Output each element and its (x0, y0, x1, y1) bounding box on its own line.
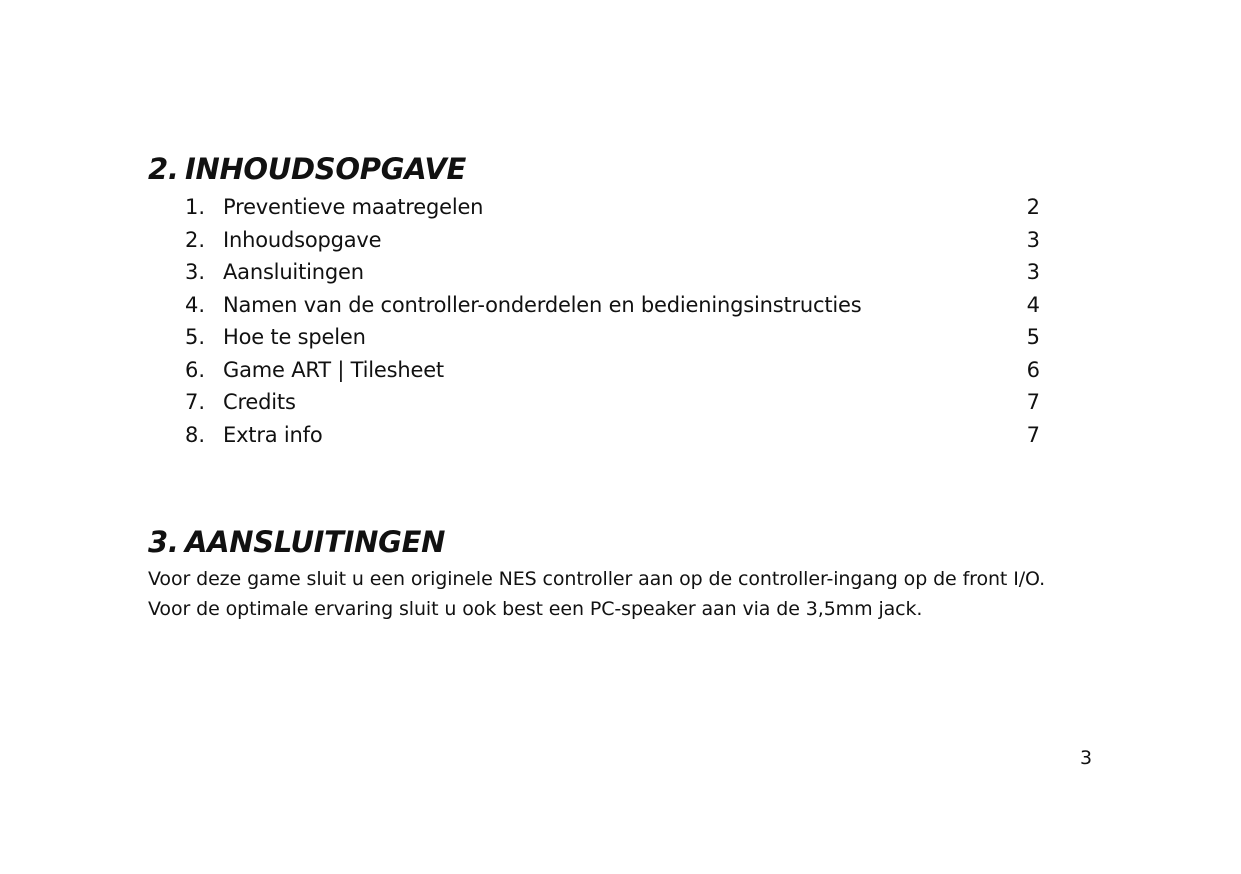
connections-heading (148, 524, 445, 560)
connections-line: Voor deze game sluit u een originele NES controller aan op de controller-ingang op de front I/O. (148, 568, 1046, 590)
toc-heading-title: INHOUDSOPGAVE (185, 152, 467, 186)
connections-heading-title: AANSLUITINGEN (185, 525, 446, 559)
toc-item-title: Aansluitingen (223, 260, 364, 284)
toc-item-number: 5. (185, 325, 206, 349)
toc-item-title: Game ART | Tilesheet (223, 357, 444, 382)
toc-item-page: 6 (1026, 357, 1040, 382)
toc-item-title: Namen van de controller-onderdelen en bedieningsinstructies (223, 292, 862, 317)
toc-item-title: Inhoudsopgave (223, 227, 382, 252)
toc-item-hoe-te-spelen (185, 321, 1050, 354)
toc-item-number: 3. (185, 260, 206, 284)
toc-item-page: 7 (1026, 422, 1040, 447)
toc-item-page: 3 (1026, 227, 1040, 252)
toc-item-title: Credits (223, 390, 296, 414)
toc-item-number: 8. (185, 422, 206, 447)
table-of-contents (185, 191, 1050, 451)
toc-item-preventieve-maatregelen (185, 191, 1050, 224)
connections-heading-number: 3. (148, 525, 179, 559)
toc-item-inhoudsopgave (185, 224, 1050, 257)
toc-item-title: Extra info (223, 422, 323, 447)
toc-item-controller-onderdelen (185, 289, 1050, 322)
toc-item-credits (185, 386, 1050, 419)
toc-item-number: 1. (185, 195, 206, 219)
toc-item-page: 2 (1026, 195, 1040, 219)
toc-item-page: 4 (1026, 292, 1040, 317)
toc-item-title: Preventieve maatregelen (223, 195, 484, 219)
connections-paragraph (148, 564, 1108, 624)
toc-item-game-art (185, 354, 1050, 387)
toc-item-number: 2. (185, 227, 206, 252)
toc-heading (148, 151, 466, 187)
page-number: 3 (1080, 747, 1093, 769)
toc-item-extra-info (185, 419, 1050, 452)
toc-item-number: 7. (185, 390, 206, 414)
toc-item-page: 7 (1026, 390, 1040, 414)
toc-item-title: Hoe te spelen (223, 325, 366, 349)
toc-heading-number: 2. (148, 152, 179, 186)
toc-item-page: 5 (1026, 325, 1040, 349)
toc-item-page: 3 (1026, 260, 1040, 284)
toc-item-aansluitingen (185, 256, 1050, 289)
connections-line: Voor de optimale ervaring sluit u ook best een PC-speaker aan via de 3,5mm jack. (148, 598, 923, 620)
toc-item-number: 6. (185, 357, 206, 382)
toc-item-number: 4. (185, 292, 206, 317)
